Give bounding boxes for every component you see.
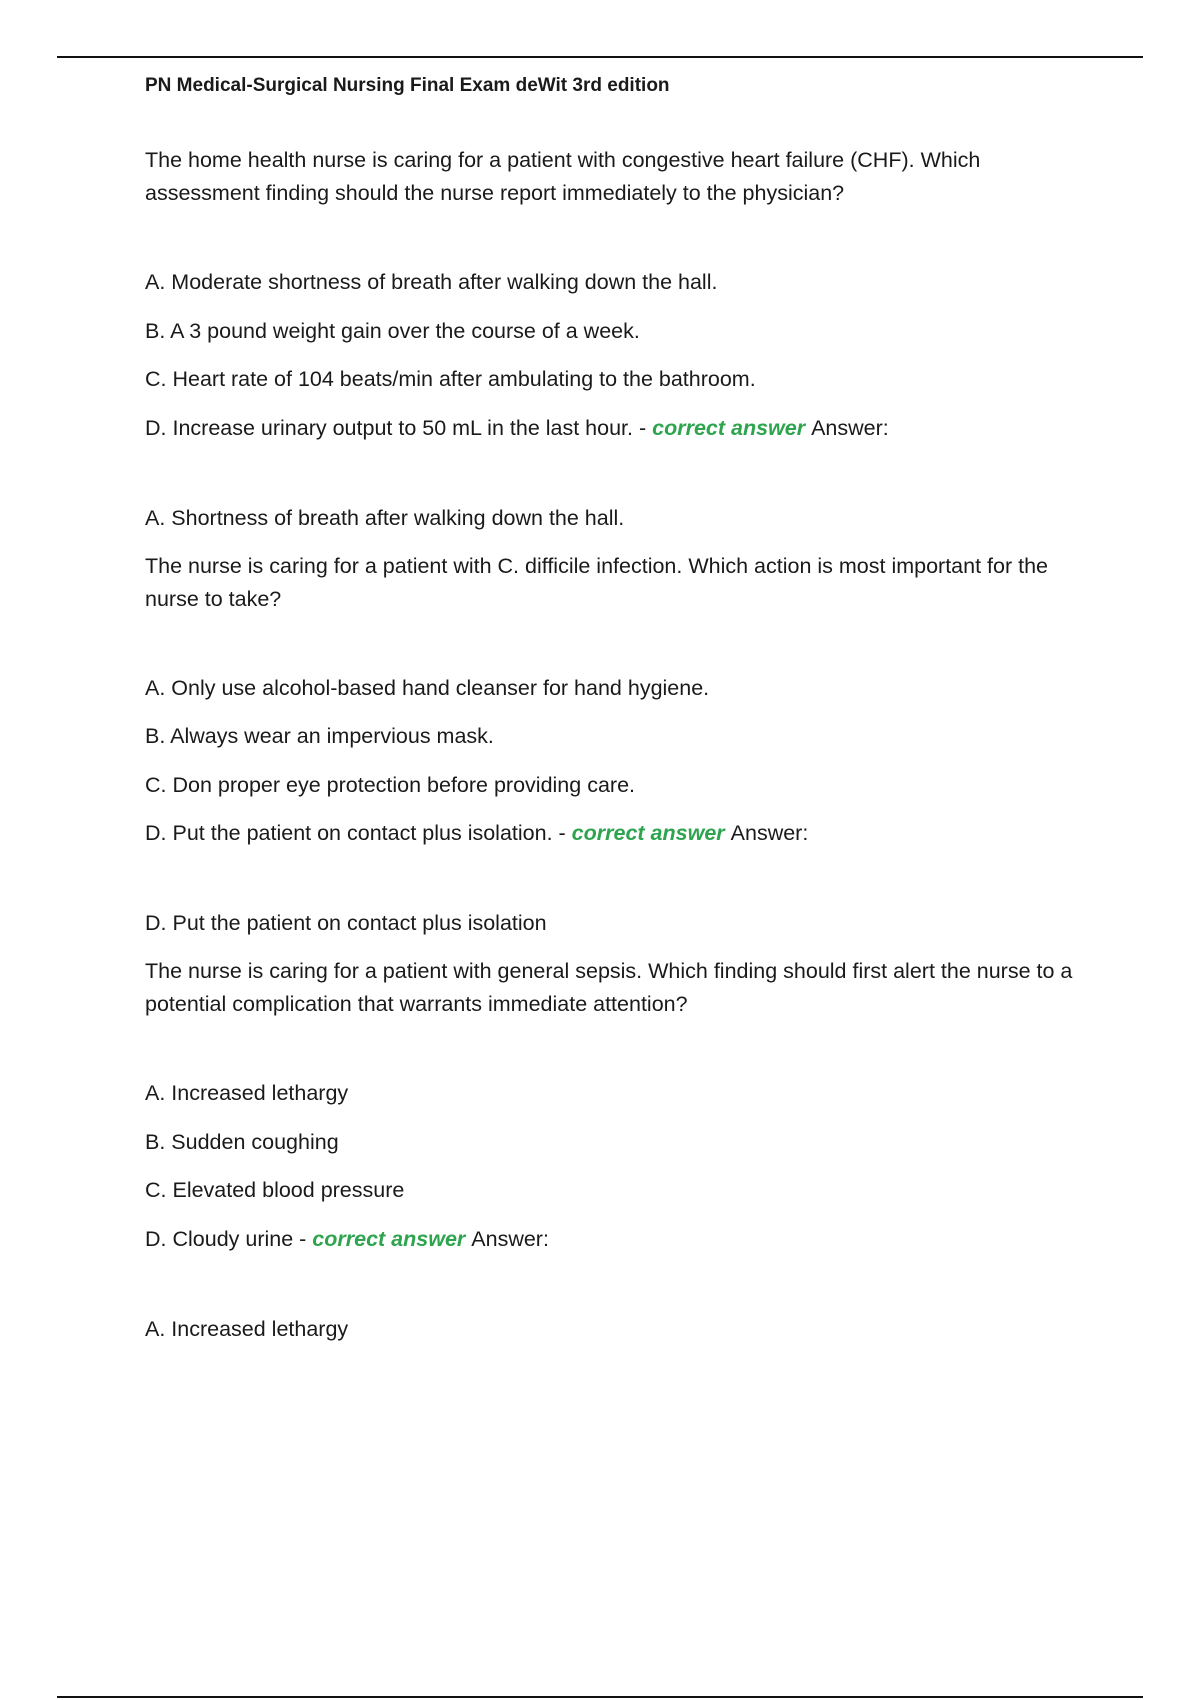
question-prompt: The nurse is caring for a patient with C. difficile infection. Which action is most important for the nurse to take? [145, 553, 1048, 611]
answer-label: Answer: [730, 821, 809, 845]
option-d-text: D. Increase urinary output to 50 mL in the last hour. [145, 415, 634, 440]
option-d [145, 413, 1095, 443]
answer-label: Answer: [811, 415, 889, 440]
option-b: B. Always wear an impervious mask. [145, 724, 494, 748]
question-block-1 [145, 144, 1095, 533]
option-d-text: D. Cloudy urine [145, 1226, 294, 1251]
answer-text: A. Shortness of breath after walking down the hall. [145, 505, 625, 530]
separator: - [293, 1226, 313, 1251]
question-prompt: The home health nurse is caring for a patient with congestive heart failure (CHF). Which assessment finding should the nurse report immediately to the physician? [145, 148, 981, 205]
option-a: A. Moderate shortness of breath after walking down the hall. [145, 270, 718, 294]
option-c: C. Don proper eye protection before providing care. [145, 772, 635, 797]
question-block-3 [145, 955, 1095, 1344]
separator: - [633, 415, 653, 440]
bottom-rule [57, 1696, 1143, 1698]
top-rule [57, 56, 1143, 58]
question-prompt: The nurse is caring for a patient with general sepsis. Which finding should first alert the nurse to a potential complication that warrants immediate attention? [145, 959, 1073, 1016]
option-d [145, 1224, 1095, 1254]
correct-answer-label: correct answer [571, 821, 725, 845]
document-page [145, 72, 1095, 1361]
option-c: C. Elevated blood pressure [145, 1178, 405, 1202]
option-b: B. A 3 pound weight gain over the course of a week. [145, 318, 640, 343]
option-a: A. Increased lethargy [145, 1081, 349, 1105]
option-a: A. Only use alcohol-based hand cleanser for hand hygiene. [145, 675, 710, 700]
document-title: PN Medical-Surgical Nursing Final Exam deWit 3rd edition [145, 75, 670, 96]
question-block-2 [145, 550, 1095, 939]
option-c: C. Heart rate of 104 beats/min after ambulating to the bathroom. [145, 367, 756, 391]
answer-label: Answer: [471, 1226, 549, 1251]
separator: - [552, 821, 572, 845]
option-d-text: D. Put the patient on contact plus isolation. [145, 821, 553, 845]
option-d [145, 818, 1095, 848]
option-b: B. Sudden coughing [145, 1129, 339, 1154]
answer-text: A. Increased lethargy [145, 1316, 349, 1341]
correct-answer-label: correct answer [312, 1226, 466, 1251]
correct-answer-label: correct answer [652, 415, 806, 440]
answer-text: D. Put the patient on contact plus isolation [145, 911, 547, 935]
